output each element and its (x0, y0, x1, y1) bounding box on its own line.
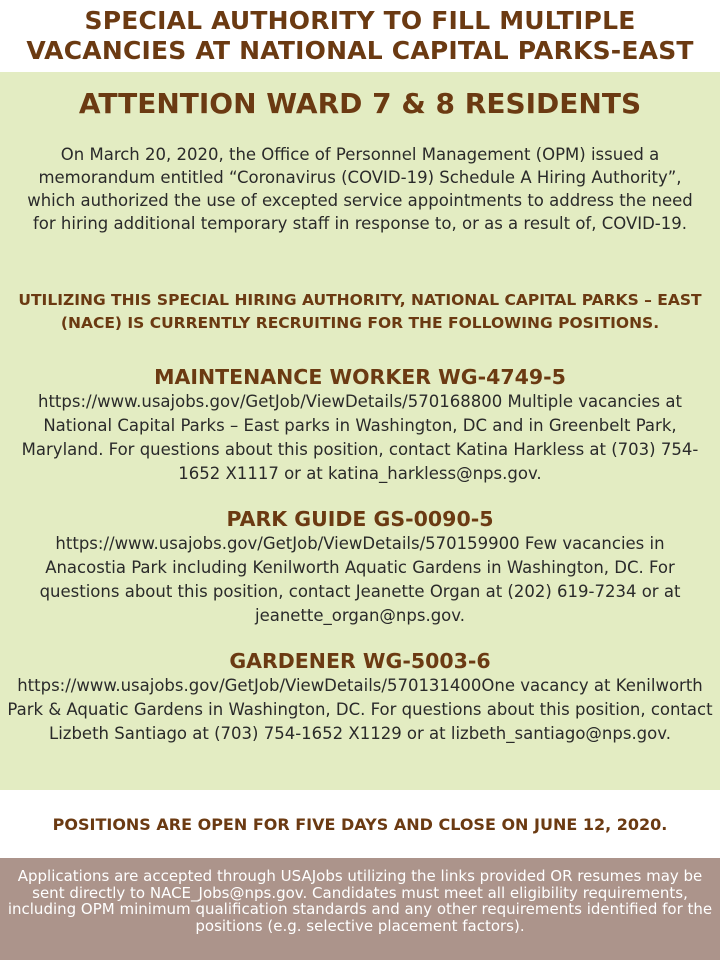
job-title: MAINTENANCE WORKER WG-4749-5 (154, 365, 566, 389)
job-listing-park-guide (0, 506, 720, 628)
job-listing-gardener (0, 648, 720, 746)
positions-notice: POSITIONS ARE OPEN FOR FIVE DAYS AND CLOSE ON JUNE 12, 2020. (52, 814, 668, 834)
job-title: GARDENER WG-5003-6 (229, 649, 491, 673)
page-title: SPECIAL AUTHORITY TO FILL MULTIPLE VACANCIES AT NATIONAL CAPITAL PARKS-EAST (26, 6, 694, 65)
application-instructions: Applications are accepted through USAJobs utilizing the links provided OR resumes may be sent directly to NACE_Jobs@nps.gov. Candidates must meet all eligibility requirements, including OPM minimum qualification standards and any other requirements identified for the positions (e.g. selective placement factors). (7, 867, 713, 935)
job-description: https://www.usajobs.gov/GetJob/ViewDetails/570131400One vacancy at Kenilworth Park & Aquatic Gardens in Washington, DC. For questions about this position, contact Lizbeth Santiago at (703) 754-1652 X1129 or at lizbeth_santiago@nps.gov. (7, 676, 713, 743)
application-footer (0, 858, 720, 960)
job-title: PARK GUIDE GS-0090-5 (226, 507, 494, 531)
intro-paragraph: On March 20, 2020, the Office of Personnel Management (OPM) issued a memorandum entitled “Coronavirus (COVID-19) Schedule A Hiring Authority”, which authorized the use of excepted service appointments to address the need for hiring additional temporary staff in response to, or as a result of, COVID-19. (27, 145, 693, 233)
job-description: https://www.usajobs.gov/GetJob/ViewDetails/570159900 Few vacancies in Anacostia Park including Kenilworth Aquatic Gardens in Washington, DC. For questions about this position, contact Jeanette Organ at (202) 619-7234 or at jeanette_organ@nps.gov. (39, 534, 681, 625)
job-listing-maintenance-worker (0, 364, 720, 486)
positions-notice-band (0, 790, 720, 858)
attention-heading: ATTENTION WARD 7 & 8 RESIDENTS (78, 87, 642, 120)
job-description: https://www.usajobs.gov/GetJob/ViewDetails/570168800 Multiple vacancies at National Capital Parks – East parks in Washington, DC and in Greenbelt Park, Maryland. For questions about this position, contact Katina Harkless at (703) 754-1652 X1117 or at katina_harkless@nps.gov. (21, 392, 699, 483)
recruiting-notice: UTILIZING THIS SPECIAL HIRING AUTHORITY, NATIONAL CAPITAL PARKS – EAST (NACE) IS CURRENTLY RECRUITING FOR THE FOLLOWING POSITIONS. (18, 291, 702, 332)
page-header (0, 0, 720, 72)
